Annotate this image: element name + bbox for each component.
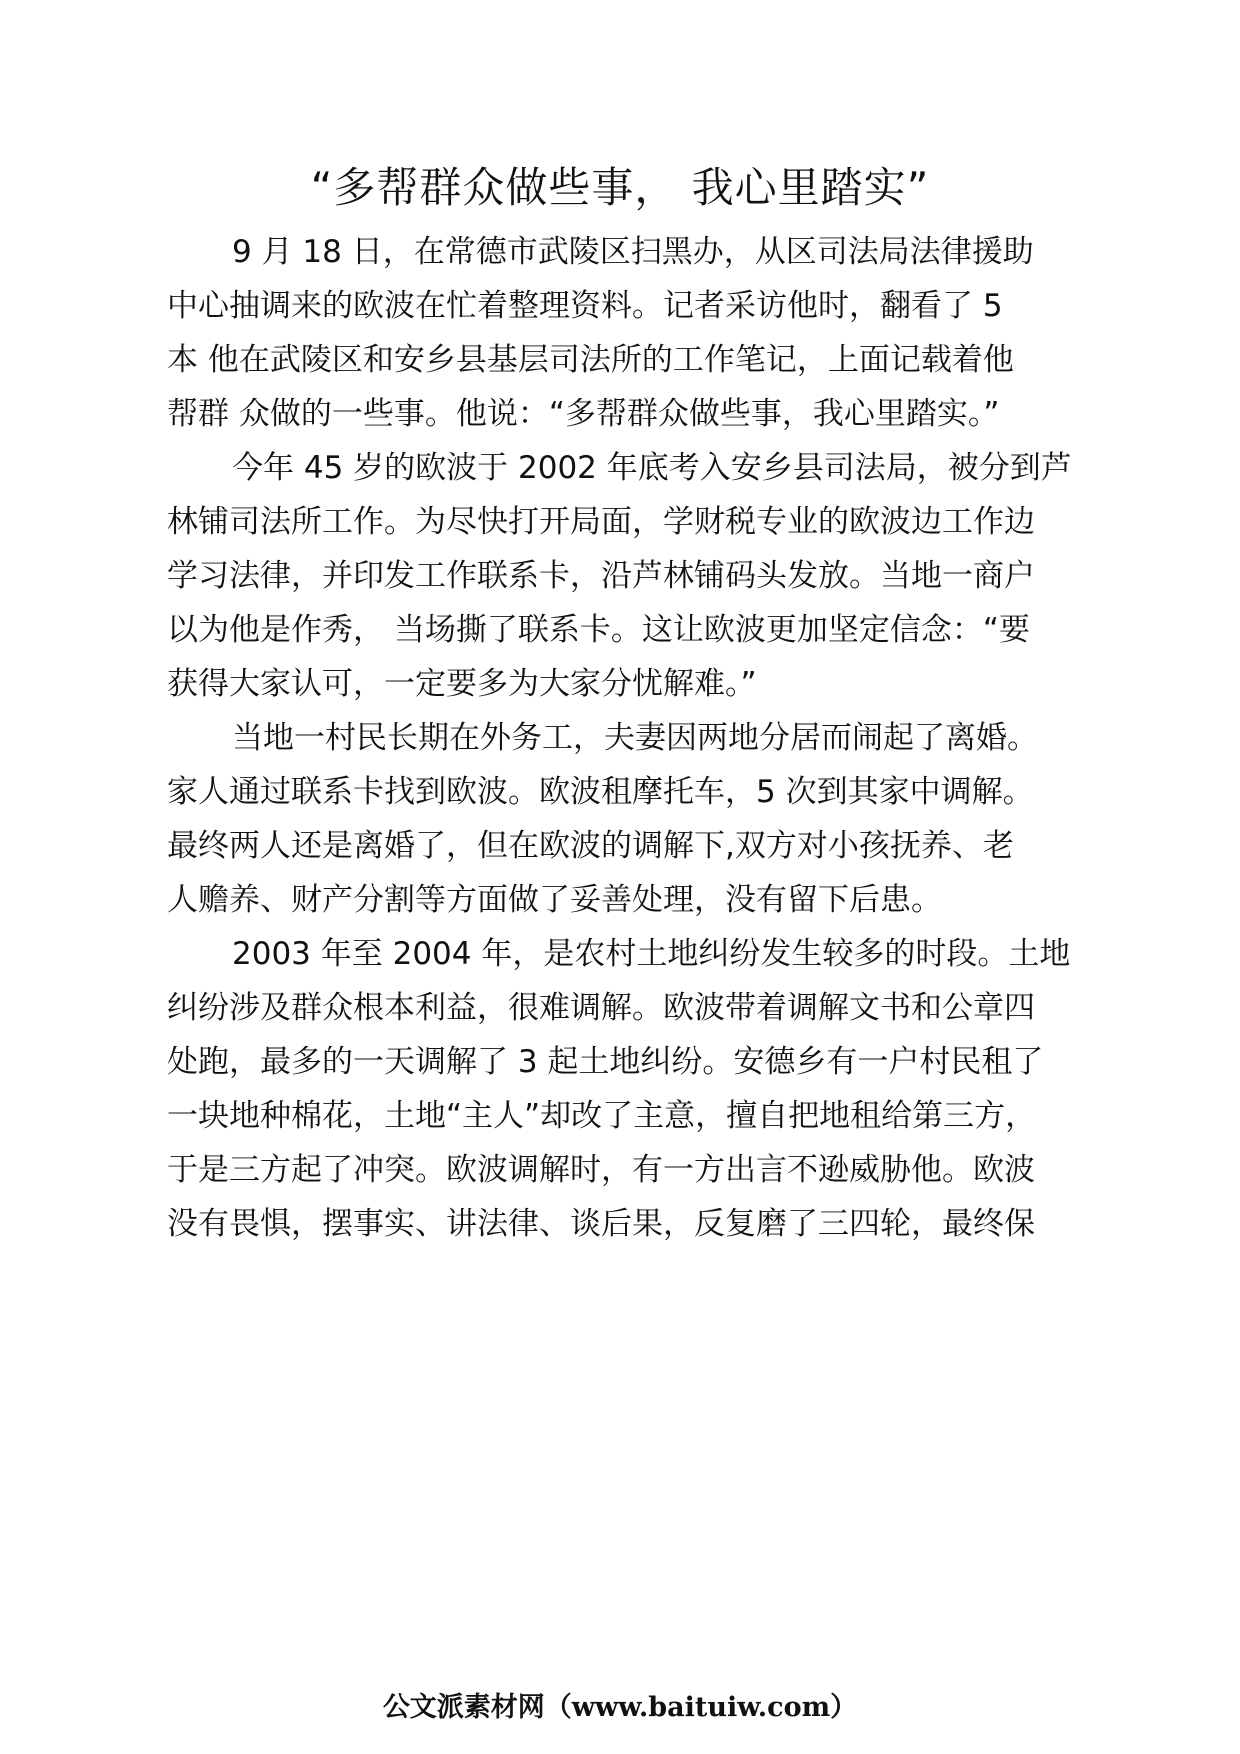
- text-line: 一块地种棉花，土地“主人”却改了主意，擅自把地租给第三方，: [167, 1098, 1037, 1134]
- text-line: 9 月 18 日，在常德市武陵区扫黑办，从区司法局法律援助: [232, 234, 1034, 270]
- text-line: 人赡养、财产分割等方面做了妥善处理，没有留下后患。: [167, 882, 942, 918]
- text-line: 帮群 众做的一些事。他说：“多帮群众做些事，我心里踏实。”: [167, 396, 1000, 432]
- paragraph-3: [167, 711, 1087, 927]
- text-line: 获得大家认可，一定要多为大家分忧解难。”: [167, 666, 757, 702]
- text-line: 以为他是作秀， 当场撕了联系卡。这让欧波更加坚定信念：“要: [167, 612, 1030, 648]
- article-title: “多帮群众做些事， 我心里踏实”: [310, 163, 930, 212]
- text-line: 林铺司法所工作。为尽快打开局面，学财税专业的欧波边工作边: [167, 504, 1035, 540]
- text-line: 没有畏惧，摆事实、讲法律、谈后果，反复磨了三四轮，最终保: [167, 1206, 1035, 1242]
- paragraph-2: [167, 441, 1087, 711]
- text-line: 中心抽调来的欧波在忙着整理资料。记者采访他时，翻看了 5: [167, 288, 1003, 324]
- text-line: 于是三方起了冲突。欧波调解时，有一方出言不逊威胁他。欧波: [167, 1152, 1035, 1188]
- footer-watermark: 公文派素材网（www.baituiw.com）: [382, 1692, 858, 1723]
- text-line: 纠纷涉及群众根本利益，很难调解。欧波带着调解文书和公章四: [167, 990, 1035, 1026]
- text-line: 处跑，最多的一天调解了 3 起土地纠纷。安德乡有一户村民租了: [167, 1044, 1044, 1080]
- text-line: 家人通过联系卡找到欧波。欧波租摩托车，5 次到其家中调解。: [167, 774, 1034, 810]
- text-line: 本 他在武陵区和安乡县基层司法所的工作笔记，上面记载着他: [167, 342, 1014, 378]
- paragraph-1: [167, 225, 1087, 441]
- text-line: 2003 年至 2004 年，是农村土地纠纷发生较多的时段。土地: [232, 936, 1071, 972]
- paragraph-4: [167, 927, 1087, 1251]
- text-line: 今年 45 岁的欧波于 2002 年底考入安乡县司法局，被分到芦: [232, 450, 1072, 486]
- article-body: [167, 225, 1087, 1251]
- text-line: 当地一村民长期在外务工，夫妻因两地分居而闹起了离婚。: [232, 720, 1038, 756]
- text-line: 学习法律，并印发工作联系卡，沿芦林铺码头发放。当地一商户: [167, 558, 1035, 594]
- text-line: 最终两人还是离婚了，但在欧波的调解下,双方对小孩抚养、老: [167, 828, 1014, 864]
